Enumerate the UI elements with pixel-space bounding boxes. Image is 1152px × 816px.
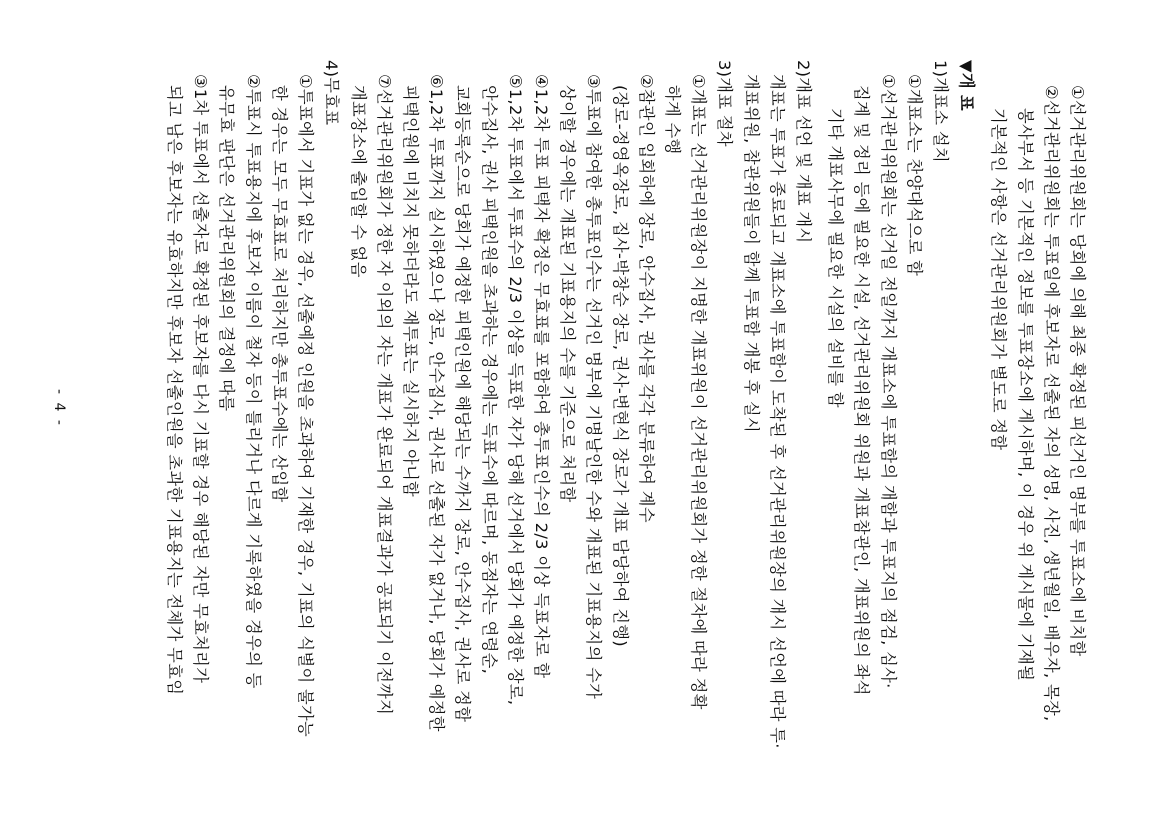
text-line: ③1차 투표에서 선출자로 확정된 후보자를 다시 기표할 경우 해당된 자만 무효처리가 xyxy=(191,74,211,684)
text-line: ①선거관리위원회는 당회에 의해 최종 확정된 피선거인 명부를 투표소에 비치함 xyxy=(1068,85,1087,657)
text-line: 유무효 판단은 선거관리위원회의 결정에 따름 xyxy=(217,85,237,412)
text-line: 기본적인 사항은 선거관리위원회가 별도로 정함 xyxy=(989,108,1009,451)
text-line: 피택인원에 미치지 못하더라도 재투표는 실시하지 아니함 xyxy=(400,85,420,498)
text-line: ①개표소는 찬양대석으로 함 xyxy=(904,74,924,277)
text-line: 봉사부서 등 기본적인 정보를 투표장소에 게시하며, 이 경우 위 게시물에 기재될 xyxy=(1015,108,1035,682)
text-line: 교회등록순으로 당회가 예정한 피택인원에 해당되는 수까지 장로, 안수집사, 권사로 정함 xyxy=(453,85,473,723)
text-line: 하게 수행 xyxy=(662,85,682,155)
text-line: 개표장소에 출입할 수 없음 xyxy=(348,85,368,278)
text-line: ②투표시 투표용지에 후보자 이름이 철자 등이 틀리거나 다르게 기록하였을 경우의 등 xyxy=(243,74,263,689)
subsection-heading: 2)개표 선언 및 개표 개시 xyxy=(793,60,813,244)
text-line: (장로-정영옥장로, 집사-박창순 장로, 권사-변현식 장로가 개표 담당하여 진행) xyxy=(610,85,630,647)
text-line: 개표위원, 참관위원들이 함께 투표함 개봉 후 실시 xyxy=(741,74,761,433)
subsection-heading: 1)개표소 설치 xyxy=(930,60,950,163)
text-line: 한 경우는 모두 무효표로 처리하지만 총투표수에는 산입함 xyxy=(269,85,289,503)
subsection-heading: 3)개표 절차 xyxy=(715,60,735,147)
subsection-heading: 4)무효표 xyxy=(322,60,342,126)
text-line: 상이할 경우에는 개표된 기표용지의 수를 기준으로 처리함 xyxy=(558,85,578,503)
page-number: - 4 - xyxy=(51,389,67,427)
section-heading: ▼개 표 xyxy=(957,60,977,111)
text-line: ⑦선거관리위원회가 정한 자 이외의 자는 개표가 완료되어 개표결과가 공표되기 이전까지 xyxy=(374,74,394,716)
text-line: ①투표에서 기표가 없는 경우, 선출예정 인원을 초과하여 기재한 경우, 기표의 식별이 불가능 xyxy=(296,74,316,738)
text-line: 안수집사, 권사 피택인원을 초과하는 경우에는 득표수에 따르며, 동점자는 연령순, xyxy=(479,85,499,675)
document-body xyxy=(161,60,1090,750)
text-line: ②선거관리위원회는 투표일에 후보자로 선출된 자의 성명, 사진, 생년월일, 배우자, 목장, xyxy=(1041,85,1061,722)
text-line: ③투표에 참여한 총투표인수는 선거인 명부에 기명날인한 수와 개표된 기표용지의 수가 xyxy=(584,74,604,700)
text-line: 개표는 투표가 종료되고 개표소에 투표함이 도착된 후 선거관리위원장의 개시 선언에 따라 투· xyxy=(767,74,787,749)
text-line: ④1,2차 투표 피택자 확정은 무효표를 포함하여 총투표인수의 2/3 이상 득표자로 함 xyxy=(531,74,551,679)
text-line: ⑤1,2차 투표에서 투표수의 2/3 이상을 득표한 자가 당해 선거에서 당회가 예정한 장로, xyxy=(505,74,525,706)
text-line: ②참관인 입회하에 장로, 안수집사, 권사를 각각 분류하여 계수 xyxy=(636,74,656,523)
text-line: 되고 남은 후보자는 유효하지만 후보자 선출인원을 초과한 기표용지는 전체가 무효임 xyxy=(165,85,185,696)
text-line: ①개표는 선거관리위원장이 지명한 개표위원이 선거관리위원회가 정한 절차에 따라 정확 xyxy=(689,74,709,710)
text-line: ⑥1,2차 투표까지 실시하였으나 장로, 안수집사, 권사로 선출된 자가 없거나, 당회가 예정한 xyxy=(427,74,447,732)
text-line: ①선거관리위원회는 선거일 전일까지 개표소에 투표함의 개함과 투표지의 점검, 심사· xyxy=(878,74,898,689)
text-line: 기타 개표사무에 필요한 시설의 설비를 함 xyxy=(826,108,846,408)
text-line: 집계 및 정리 등에 필요한 시설, 선거관리위원회 위원과 개표참관인, 개표위원의 좌석 xyxy=(852,85,872,696)
